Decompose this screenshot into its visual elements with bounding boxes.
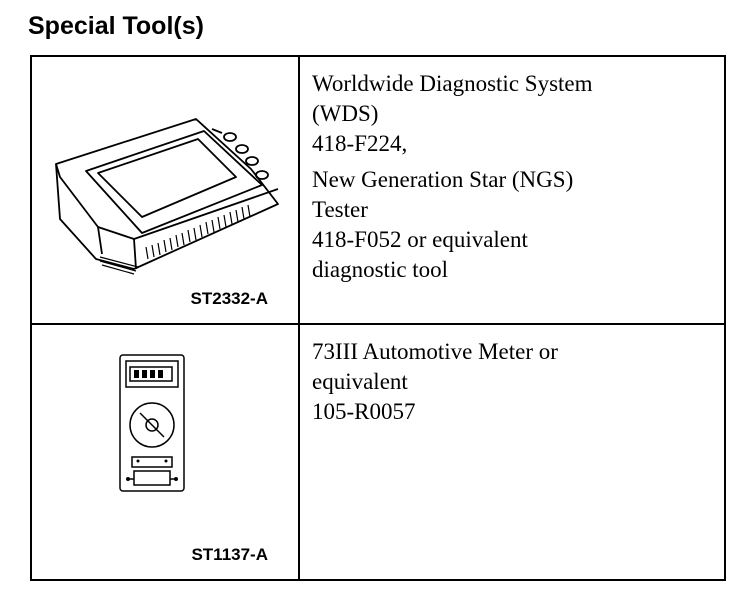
desc-line: 105-R0057 [312,399,416,424]
tool-description [300,325,724,427]
tool-row [31,56,725,324]
tool-row [31,324,725,580]
tool-entry [312,337,714,427]
desc-line: Tester [312,197,368,222]
tool-entry [312,165,714,285]
tool-description [300,57,724,285]
tool-image-cell [31,56,299,324]
tool-image-cell [31,324,299,580]
desc-line: diagnostic tool [312,257,449,282]
special-tools-table [30,55,726,581]
tool-code: ST1137-A [191,545,268,564]
tool-entry [312,69,714,159]
diagnostic-tablet-icon [46,109,284,279]
desc-line: 418-F224, [312,131,408,156]
page-title: Special Tool(s) [28,12,204,40]
desc-line: 418-F052 or equivalent [312,227,528,252]
tool-description-cell [299,324,725,580]
desc-line: 73III Automotive Meter or [312,339,558,364]
multimeter-icon [118,353,188,497]
tool-description-cell [299,56,725,324]
desc-line: equivalent [312,369,408,394]
desc-line: New Generation Star (NGS) [312,167,574,192]
desc-line: (WDS) [312,101,379,126]
desc-line: Worldwide Diagnostic System [312,71,593,96]
tool-code: ST2332-A [190,289,268,308]
